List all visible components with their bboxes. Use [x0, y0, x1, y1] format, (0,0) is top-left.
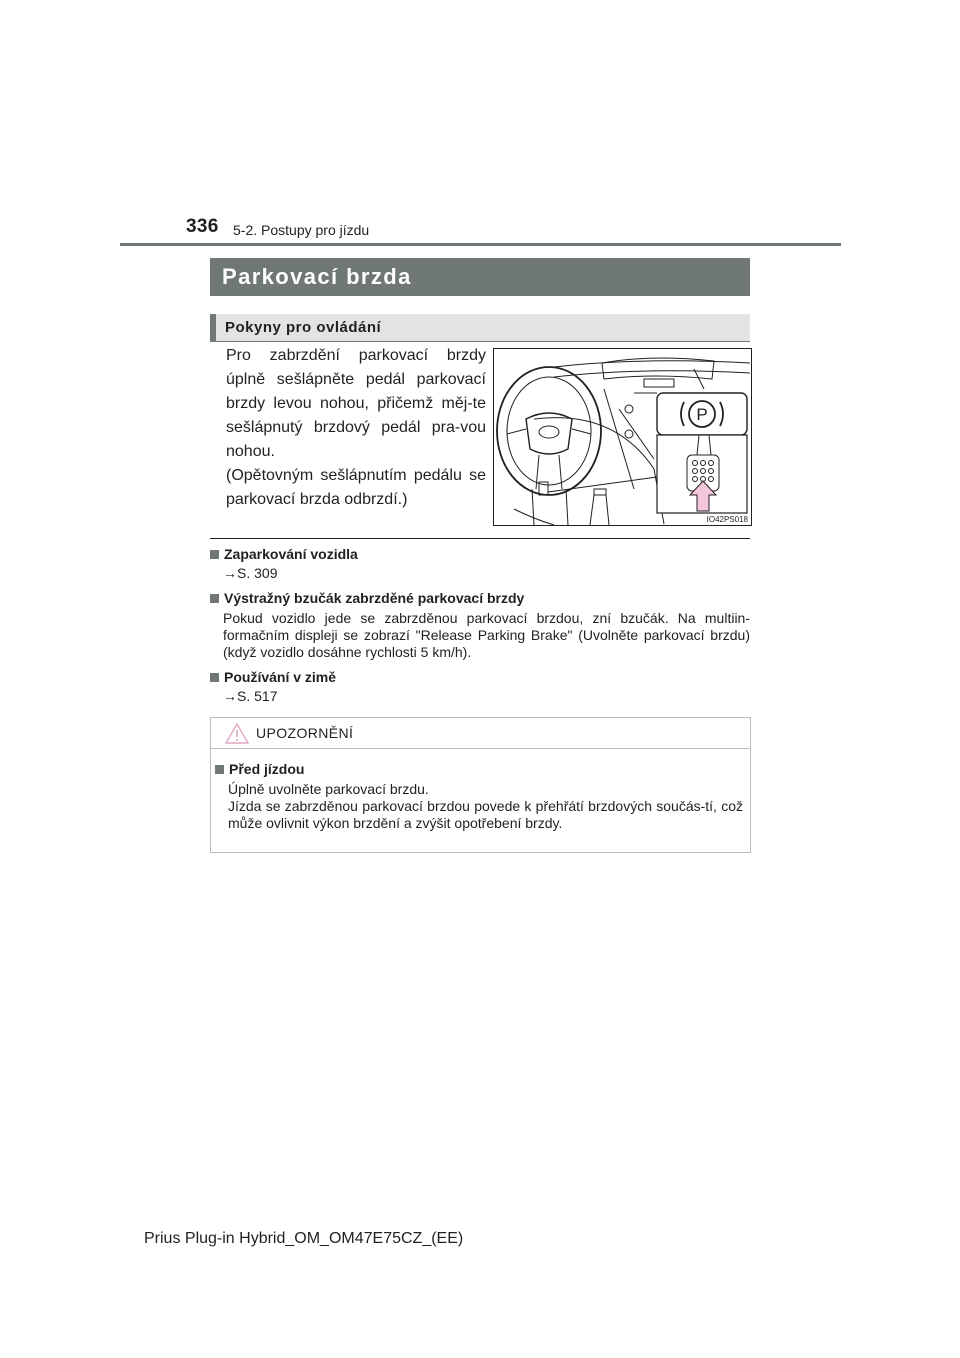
- park-switch-letter: P: [696, 405, 708, 424]
- illustration-code: IO42PS018: [706, 515, 748, 524]
- footer-document-id: Prius Plug-in Hybrid_OM_OM47E75CZ_(EE): [144, 1230, 464, 1247]
- parking-brake-illustration: [493, 348, 752, 526]
- note-title: Výstražný bzučák zabrzděné parkovací brzdy: [210, 589, 750, 607]
- intro-release-note: (Opětovným sešlápnutím pedálu se parkovací brzda odbrzdí.): [226, 467, 486, 508]
- page-number: 336: [186, 216, 219, 237]
- subheading-band: [210, 314, 750, 342]
- warning-line-2: Jízda se zabrzděnou parkovací brzdou povede k přehřátí brzdových součás-tí, což může ovlivnit výkon brzdění a zvýšit opotřebení brzdy.: [228, 798, 743, 831]
- note-winter: [210, 668, 750, 706]
- intro-instruction: Pro zabrzdění parkovací brzdy úplně sešlápněte pedál parkovací brzdy levou nohou, přičemž měj-te sešlápnutý brzdový pedál pra-vou nohou.: [226, 347, 486, 460]
- note-title: Používání v zimě: [210, 668, 750, 686]
- warning-item-title: Před jízdou: [215, 760, 743, 778]
- page-reference: →S. 517: [223, 688, 278, 704]
- intro-paragraph: [226, 344, 486, 512]
- section-title-band: [210, 258, 750, 296]
- square-bullet-icon: [210, 673, 219, 682]
- note-title: Zaparkování vozidla: [210, 545, 750, 563]
- subheading-title: Pokyny pro ovládání: [225, 319, 382, 336]
- warning-body: [215, 760, 743, 832]
- square-bullet-icon: [210, 594, 219, 603]
- section-title: Parkovací brzda: [222, 264, 412, 289]
- section-reference: 5-2. Postupy pro jízdu: [233, 222, 370, 238]
- header-rule: [120, 243, 841, 246]
- page-reference: →S. 309: [223, 565, 278, 581]
- warning-box: [210, 717, 751, 853]
- warning-triangle-icon: [225, 723, 249, 744]
- warning-title: UPOZORNĚNÍ: [256, 725, 354, 741]
- note-brake-buzzer: [210, 589, 750, 661]
- warning-header: [211, 718, 750, 749]
- note-body: Pokud vozidlo jede se zabrzděnou parkovací brzdou, zní bzučák. Na multiin-formačním displeji se zobrazí "Release Parking Brake" (Uvolněte parkovací brzdu) (když vozidlo dosáhne rychlosti 5 km/h).: [223, 610, 750, 660]
- cockpit-drawing: [494, 349, 751, 525]
- square-bullet-icon: [215, 765, 224, 774]
- warning-line-1: Úplně uvolněte parkovací brzdu.: [228, 781, 429, 797]
- square-bullet-icon: [210, 550, 219, 559]
- section-divider: [210, 538, 750, 539]
- subheading-marker: [210, 314, 216, 341]
- note-parking: [210, 545, 750, 583]
